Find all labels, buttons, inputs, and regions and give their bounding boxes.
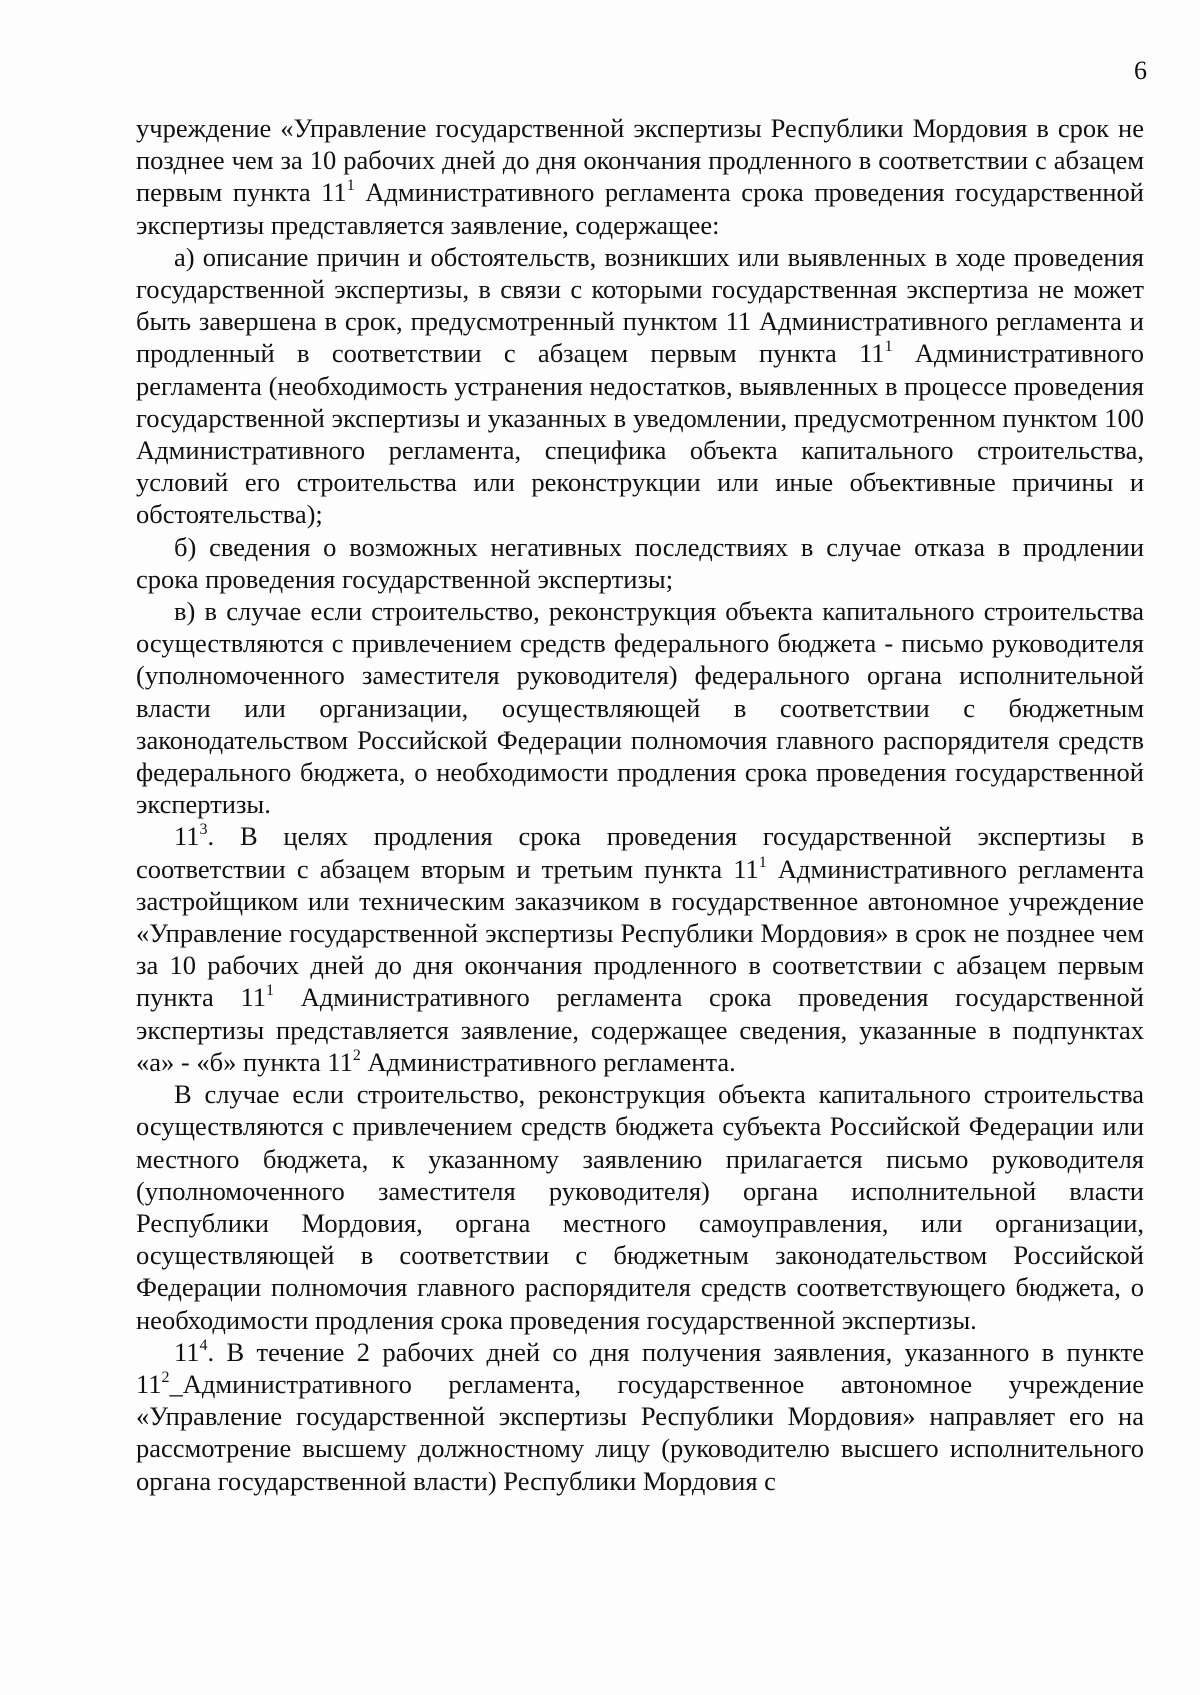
superscript: 3: [199, 821, 208, 839]
text-run: _Административного регламента, государственное автономное учреждение «Управление государственной экспертизы Республики Мордовия» направляет его на рассмотрение высшему должностному лицу (руководителю высшего исполнительного органа государственной власти) Республики Мордовия с: [136, 1368, 1144, 1496]
text-run: Административного регламента застройщиком или техническим заказчиком в государственное автономное учреждение «Управление государственной экспертизы Республики Мордовия» в срок не позднее чем за 10 рабочих дней до дня окончания продленного в соответствии с абзацем первым пункта 11: [136, 853, 1144, 1013]
paragraph-clause-11-3: [136, 820, 1144, 1078]
paragraph-clause-11-4: [136, 1336, 1144, 1497]
text-run: в) в случае если строительство, реконструкция объекта капитального строительства осуществляются с привлечением средств федерального бюджета - письмо руководителя (уполномоченного заместителя руководителя) федерального органа исполнительной власти или организации, осуществляющей в соответствии с бюджетным законодательством Российской Федерации полномочия главного распорядителя средств федерального бюджета, о необходимости продления срока проведения государственной экспертизы.: [136, 596, 1144, 820]
text-run: Административного регламента срока проведения государственной экспертизы представляется заявление, содержащее сведения, указанные в подпунктах «а» - «б» пункта 11: [136, 982, 1144, 1077]
paragraph-clause-11-3-second: [136, 1078, 1144, 1336]
superscript: 1: [346, 177, 355, 195]
text-run: 11: [174, 1336, 200, 1367]
superscript: 2: [161, 1368, 170, 1386]
superscript: 1: [266, 982, 274, 1000]
text-run: а) описание причин и обстоятельств, возникших или выявленных в ходе проведения государственной экспертизы, в связи с которыми государственная экспертиза не может быть завершена в срок, предусмотренный пунктом 11 Административного регламента и продленный в соответствии с абзацем первым пункта 11: [136, 241, 1144, 369]
text-run: Административного регламента.: [360, 1046, 736, 1077]
text-run: учреждение «Управление государственной экспертизы Республики Мордовия в срок не позднее чем за 10 рабочих дней до дня окончания продленного в соответствии с абзацем первым пункта 11: [136, 113, 1144, 208]
text-run: . В течение 2 рабочих дней со дня получения заявления, указанного в пункте 11: [136, 1336, 1144, 1399]
document-body: [136, 112, 1144, 1497]
text-run: . В целях продления срока проведения государственной экспертизы в соответствии с абзацем вторым и третьим пункта 11: [136, 821, 1144, 884]
text-run: Административного регламента (необходимость устранения недостатков, выявленных в процессе проведения государственной экспертизы и указанных в уведомлении, предусмотренном пунктом 100 Административного регламента, специфика объекта капитального строительства, условий его строительства или реконструкции или иные объективные причины и обстоятельства);: [136, 338, 1144, 530]
superscript: 1: [884, 338, 893, 356]
text-run: Административного регламента срока проведения государственной экспертизы представляется заявление, содержащее:: [136, 177, 1144, 240]
paragraph-item-a: [136, 241, 1144, 531]
text-run: б) сведения о возможных негативных последствиях в случае отказа в продлении срока проведения государственной экспертизы;: [136, 531, 1144, 594]
paragraph-intro-continuation: [136, 112, 1144, 241]
paragraph-item-v: [136, 595, 1144, 820]
paragraph-item-b: [136, 531, 1144, 595]
page-number: 6: [1134, 56, 1147, 85]
superscript: 1: [758, 853, 767, 871]
text-run: 11: [174, 821, 200, 852]
superscript: 2: [352, 1046, 361, 1064]
text-run: В случае если строительство, реконструкция объекта капитального строительства осуществляются с привлечением средств бюджета субъекта Российской Федерации или местного бюджета, к указанному заявлению прилагается письмо руководителя (уполномоченного заместителя руководителя) органа исполнительной власти Республики Мордовия, органа местного самоуправления, или организации, осуществляющей в соответствии с бюджетным законодательством Российской Федерации полномочия главного распорядителя средств соответствующего бюджета, о необходимости продления срока проведения государственной экспертизы.: [136, 1079, 1144, 1335]
superscript: 4: [199, 1336, 208, 1354]
